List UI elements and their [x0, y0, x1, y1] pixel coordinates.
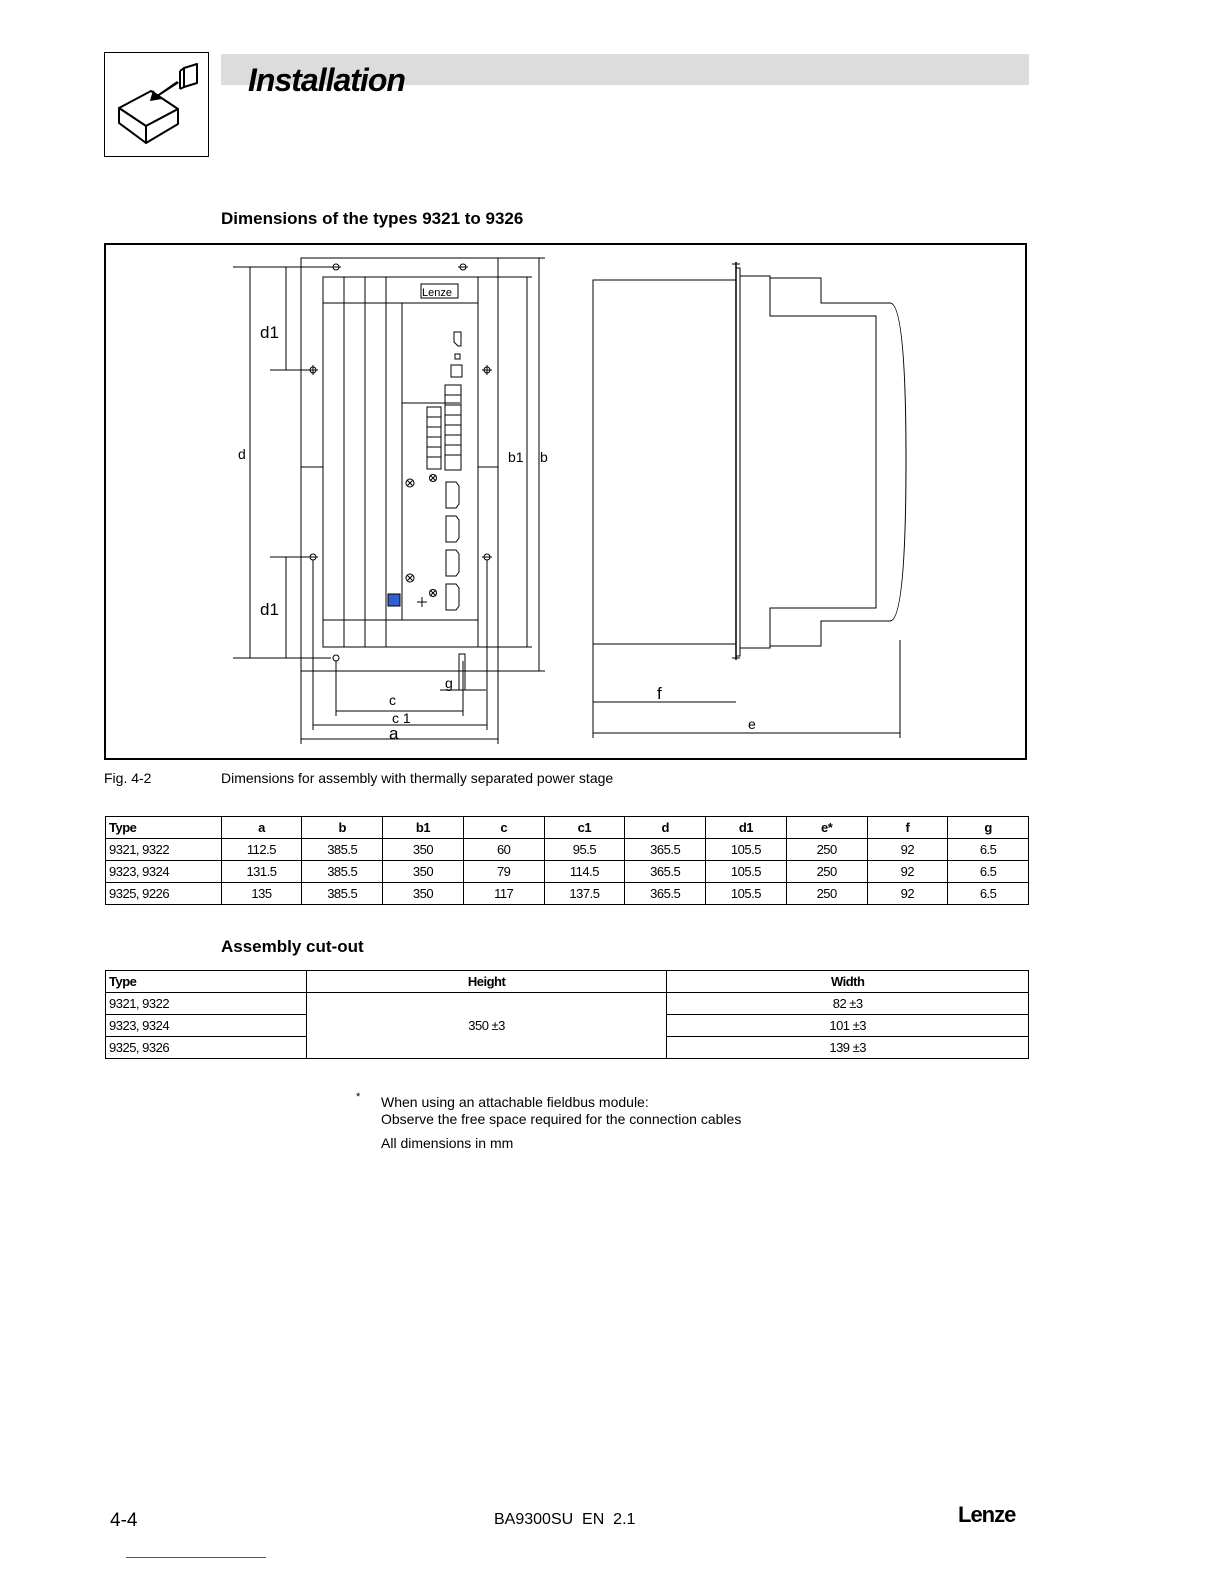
table-cell: 9321, 9322 — [106, 993, 307, 1015]
table-row — [106, 861, 1029, 883]
document-id: BA9300SU EN 2.1 — [494, 1511, 636, 1528]
side-view-housing — [593, 280, 736, 644]
table-cell: 105.5 — [706, 883, 787, 905]
table-header: d1 — [706, 817, 787, 839]
table-cell: 139 ±3 — [667, 1037, 1029, 1059]
dimension-drawing-frame — [104, 243, 1027, 760]
chapter-icon-box — [104, 52, 209, 157]
label-d1-top: d1 — [260, 323, 279, 342]
table-cell: 385.5 — [302, 883, 383, 905]
table-header: a — [221, 817, 302, 839]
table-header: c1 — [544, 817, 625, 839]
table-cell: 92 — [867, 883, 948, 905]
table-cell: 365.5 — [625, 861, 706, 883]
table-cell: 350 — [383, 861, 464, 883]
label-d: d — [238, 446, 246, 462]
note-asterisk: * — [356, 1091, 361, 1103]
table-cell: 9323, 9324 — [106, 861, 222, 883]
table-header: g — [948, 817, 1029, 839]
table-cell: 250 — [786, 883, 867, 905]
front-view-mounting-plate — [301, 258, 498, 671]
table-cell: 250 — [786, 861, 867, 883]
table-cell: 101 ±3 — [667, 1015, 1029, 1037]
note-line-1: When using an attachable fieldbus module: — [381, 1094, 649, 1110]
table-header-row — [106, 817, 1029, 839]
table-header: c — [463, 817, 544, 839]
table-cell: 117 — [463, 883, 544, 905]
cutout-table — [105, 970, 1029, 1059]
dimension-drawing — [106, 245, 1025, 758]
status-indicator — [388, 594, 400, 606]
table-cell: 105.5 — [706, 839, 787, 861]
table-cell: 112.5 — [221, 839, 302, 861]
table-cell: 385.5 — [302, 839, 383, 861]
table-header: d — [625, 817, 706, 839]
table-cell: 92 — [867, 839, 948, 861]
table-row — [106, 993, 1029, 1015]
table-header: Width — [667, 971, 1029, 993]
table-cell: 350 — [383, 839, 464, 861]
table-header: Type — [106, 817, 222, 839]
label-b: b — [540, 449, 548, 465]
table-cell: 9323, 9324 — [106, 1015, 307, 1037]
table-cell: 9325, 9226 — [106, 883, 222, 905]
table-cell: 92 — [867, 861, 948, 883]
cutout-heading: Assembly cut-out — [221, 937, 364, 956]
table-header: Type — [106, 971, 307, 993]
page-number: 4-4 — [110, 1510, 138, 1531]
note-line-3: All dimensions in mm — [381, 1135, 514, 1151]
table-cell: 9325, 9326 — [106, 1037, 307, 1059]
table-cell: 114.5 — [544, 861, 625, 883]
table-cell: 385.5 — [302, 861, 383, 883]
table-cell: 350 — [383, 883, 464, 905]
table-header: b — [302, 817, 383, 839]
table-header: Height — [306, 971, 667, 993]
label-g: g — [445, 675, 453, 691]
table-cell: 365.5 — [625, 839, 706, 861]
label-a: a — [389, 724, 399, 743]
brand-plate-label: Lenze — [422, 287, 452, 299]
table-cell: 6.5 — [948, 839, 1029, 861]
table-cell: 95.5 — [544, 839, 625, 861]
label-c: c — [389, 692, 396, 708]
table-cell: 79 — [463, 861, 544, 883]
label-c1: c 1 — [392, 710, 411, 726]
dimensions-table — [105, 816, 1029, 905]
table-cell: 365.5 — [625, 883, 706, 905]
table-header-row — [106, 971, 1029, 993]
chapter-title: Installation — [248, 62, 405, 98]
figure-heading: Dimensions of the types 9321 to 9326 — [221, 209, 524, 228]
table-cell: 6.5 — [948, 883, 1029, 905]
table-cell: 9321, 9322 — [106, 839, 222, 861]
link-underline[interactable] — [126, 1557, 266, 1558]
installation-icon — [105, 53, 208, 156]
table-cell: 6.5 — [948, 861, 1029, 883]
table-cell: 131.5 — [221, 861, 302, 883]
label-f: f — [657, 684, 662, 703]
table-header: b1 — [383, 817, 464, 839]
label-e: e — [748, 716, 756, 732]
label-b1: b1 — [508, 449, 524, 465]
table-cell: 105.5 — [706, 861, 787, 883]
table-row — [106, 839, 1029, 861]
note-line-2: Observe the free space required for the connection cables — [381, 1111, 742, 1127]
table-header: e* — [786, 817, 867, 839]
table-cell: 137.5 — [544, 883, 625, 905]
height-cell: 350 ±3 — [306, 993, 667, 1059]
table-cell: 82 ±3 — [667, 993, 1029, 1015]
table-cell: 60 — [463, 839, 544, 861]
label-d1-bottom: d1 — [260, 600, 279, 619]
figure-number: Fig. 4-2 — [104, 770, 152, 786]
table-cell: 250 — [786, 839, 867, 861]
figure-caption: Dimensions for assembly with thermally separated power stage — [221, 770, 614, 786]
table-header: f — [867, 817, 948, 839]
table-row — [106, 883, 1029, 905]
table-cell: 135 — [221, 883, 302, 905]
brand-logo: Lenze — [958, 1502, 1016, 1527]
